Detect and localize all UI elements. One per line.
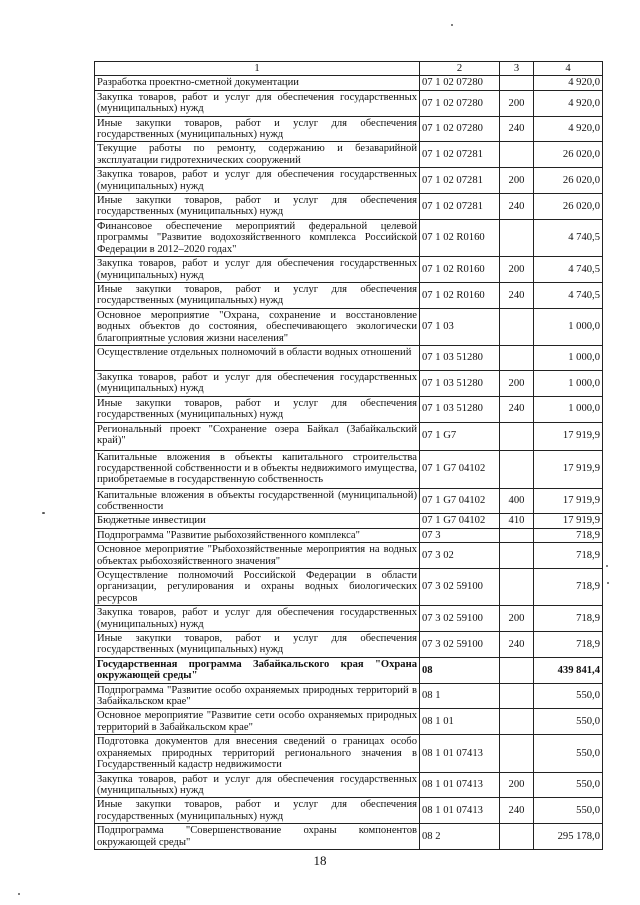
row-expense-type-cell: 200 bbox=[500, 90, 534, 116]
row-expense-type-cell bbox=[500, 683, 534, 709]
row-code-cell: 07 1 03 51280 bbox=[420, 396, 500, 422]
row-name-cell: Закупка товаров, работ и услуг для обеспечения государственных (муниципальных) нужд bbox=[95, 370, 420, 396]
row-code-cell: 07 3 02 bbox=[420, 543, 500, 569]
row-name-cell: Закупка товаров, работ и услуг для обеспечения государственных (муниципальных) нужд bbox=[95, 772, 420, 798]
row-code-cell: 07 1 G7 04102 bbox=[420, 450, 500, 488]
scan-speck bbox=[607, 582, 609, 584]
row-expense-type-cell bbox=[500, 76, 534, 90]
table-row bbox=[95, 543, 603, 569]
row-code-cell: 08 1 bbox=[420, 683, 500, 709]
row-sum-cell: 550,0 bbox=[534, 709, 603, 735]
row-name-cell: Иные закупки товаров, работ и услуг для обеспечения государственных (муниципальных) нужд bbox=[95, 632, 420, 658]
table-row bbox=[95, 308, 603, 345]
row-code-cell: 07 1 03 bbox=[420, 308, 500, 345]
row-sum-cell: 4 740,5 bbox=[534, 257, 603, 283]
row-expense-type-cell bbox=[500, 345, 534, 370]
table-row bbox=[95, 488, 603, 514]
table-row bbox=[95, 606, 603, 632]
row-name-cell: Подпрограмма "Развитие рыбохозяйственного комплекса" bbox=[95, 528, 420, 542]
row-code-cell: 07 1 02 07280 bbox=[420, 76, 500, 90]
row-expense-type-cell: 200 bbox=[500, 168, 534, 194]
table-row bbox=[95, 194, 603, 220]
table-row bbox=[95, 798, 603, 824]
row-code-cell: 08 1 01 07413 bbox=[420, 772, 500, 798]
table-row bbox=[95, 76, 603, 90]
row-code-cell: 07 3 bbox=[420, 528, 500, 542]
row-code-cell: 08 1 01 07413 bbox=[420, 735, 500, 772]
table-row bbox=[95, 709, 603, 735]
table-row bbox=[95, 345, 603, 370]
row-name-cell: Основное мероприятие "Охрана, сохранение и восстановление водных объектов до состояния, обеспечивающего экологически благоприятные условия жизни населения" bbox=[95, 308, 420, 345]
row-sum-cell: 1 000,0 bbox=[534, 396, 603, 422]
row-name-cell: Закупка товаров, работ и услуг для обеспечения государственных (муниципальных) нужд bbox=[95, 168, 420, 194]
scan-speck bbox=[18, 893, 20, 895]
row-name-cell: Осуществление полномочий Российской Федерации в области организации, регулирования и охраны водных биологических ресурсов bbox=[95, 569, 420, 606]
row-sum-cell: 4 920,0 bbox=[534, 90, 603, 116]
row-code-cell: 07 1 03 51280 bbox=[420, 345, 500, 370]
table-row bbox=[95, 450, 603, 488]
row-sum-cell: 17 919,9 bbox=[534, 488, 603, 514]
row-name-cell: Региональный проект "Сохранение озера Байкал (Забайкальский край)" bbox=[95, 422, 420, 450]
row-name-cell: Закупка товаров, работ и услуг для обеспечения государственных (муниципальных) нужд bbox=[95, 90, 420, 116]
table-row bbox=[95, 528, 603, 542]
row-sum-cell: 439 841,4 bbox=[534, 657, 603, 683]
row-name-cell: Иные закупки товаров, работ и услуг для обеспечения государственных (муниципальных) нужд bbox=[95, 282, 420, 308]
row-sum-cell: 718,9 bbox=[534, 569, 603, 606]
row-sum-cell: 718,9 bbox=[534, 606, 603, 632]
row-code-cell: 08 2 bbox=[420, 824, 500, 850]
table-row bbox=[95, 168, 603, 194]
table-row bbox=[95, 569, 603, 606]
row-name-cell: Закупка товаров, работ и услуг для обеспечения государственных (муниципальных) нужд bbox=[95, 606, 420, 632]
row-expense-type-cell: 240 bbox=[500, 396, 534, 422]
row-sum-cell: 17 919,9 bbox=[534, 450, 603, 488]
row-name-cell: Разработка проектно-сметной документации bbox=[95, 76, 420, 90]
table-row bbox=[95, 683, 603, 709]
row-expense-type-cell bbox=[500, 709, 534, 735]
table-row bbox=[95, 396, 603, 422]
row-expense-type-cell: 200 bbox=[500, 257, 534, 283]
row-code-cell: 07 1 02 R0160 bbox=[420, 282, 500, 308]
table-row bbox=[95, 632, 603, 658]
row-sum-cell: 718,9 bbox=[534, 632, 603, 658]
row-sum-cell: 1 000,0 bbox=[534, 370, 603, 396]
row-code-cell: 08 1 01 07413 bbox=[420, 798, 500, 824]
row-name-cell: Бюджетные инвестиции bbox=[95, 514, 420, 528]
row-expense-type-cell: 240 bbox=[500, 116, 534, 142]
row-sum-cell: 4 920,0 bbox=[534, 116, 603, 142]
scan-speck bbox=[451, 24, 453, 26]
row-expense-type-cell bbox=[500, 543, 534, 569]
row-name-cell: Иные закупки товаров, работ и услуг для обеспечения государственных (муниципальных) нужд bbox=[95, 798, 420, 824]
row-name-cell: Иные закупки товаров, работ и услуг для обеспечения государственных (муниципальных) нужд bbox=[95, 396, 420, 422]
row-expense-type-cell: 240 bbox=[500, 282, 534, 308]
row-expense-type-cell bbox=[500, 142, 534, 168]
row-name-cell: Финансовое обеспечение мероприятий федеральной целевой программы "Развитие водохозяйственного комплекса Российской Федерации в 2012–2020 годах" bbox=[95, 219, 420, 256]
row-code-cell: 08 bbox=[420, 657, 500, 683]
row-name-cell: Государственная программа Забайкальского края "Охрана окружающей среды" bbox=[95, 657, 420, 683]
row-sum-cell: 4 740,5 bbox=[534, 282, 603, 308]
row-name-cell: Осуществление отдельных полномочий в области водных отношений bbox=[95, 345, 420, 370]
row-sum-cell: 718,9 bbox=[534, 528, 603, 542]
table-row bbox=[95, 282, 603, 308]
row-code-cell: 07 3 02 59100 bbox=[420, 569, 500, 606]
row-sum-cell: 17 919,9 bbox=[534, 514, 603, 528]
row-name-cell: Подготовка документов для внесения сведений о границах особо охраняемых природных территорий регионального значения в Государственный кадастр недвижимости bbox=[95, 735, 420, 772]
row-code-cell: 07 3 02 59100 bbox=[420, 632, 500, 658]
row-code-cell: 07 1 02 07281 bbox=[420, 194, 500, 220]
row-expense-type-cell bbox=[500, 569, 534, 606]
row-code-cell: 07 1 G7 bbox=[420, 422, 500, 450]
table-row bbox=[95, 657, 603, 683]
row-expense-type-cell bbox=[500, 824, 534, 850]
row-sum-cell: 26 020,0 bbox=[534, 142, 603, 168]
row-expense-type-cell: 200 bbox=[500, 370, 534, 396]
row-name-cell: Текущие работы по ремонту, содержанию и безаварийной эксплуатации гидротехнических сооружений bbox=[95, 142, 420, 168]
row-name-cell: Основное мероприятие "Рыбохозяйственные мероприятия на водных объектах рыбохозяйственного значения" bbox=[95, 543, 420, 569]
row-name-cell: Капитальные вложения в объекты государственной (муниципальной) собственности bbox=[95, 488, 420, 514]
table-row bbox=[95, 824, 603, 850]
row-name-cell: Подпрограмма "Развитие особо охраняемых природных территорий в Забайкальском крае" bbox=[95, 683, 420, 709]
row-code-cell: 07 1 02 R0160 bbox=[420, 219, 500, 256]
table-header-row bbox=[95, 62, 603, 76]
row-sum-cell: 550,0 bbox=[534, 735, 603, 772]
row-code-cell: 07 1 02 07280 bbox=[420, 90, 500, 116]
row-sum-cell: 718,9 bbox=[534, 543, 603, 569]
table-row bbox=[95, 219, 603, 256]
row-code-cell: 07 1 02 07281 bbox=[420, 142, 500, 168]
row-code-cell: 08 1 01 bbox=[420, 709, 500, 735]
page-number: 18 bbox=[313, 853, 327, 868]
column-header-3: 3 bbox=[500, 62, 534, 76]
row-sum-cell: 550,0 bbox=[534, 798, 603, 824]
row-expense-type-cell: 240 bbox=[500, 194, 534, 220]
row-name-cell: Иные закупки товаров, работ и услуг для обеспечения государственных (муниципальных) нужд bbox=[95, 194, 420, 220]
row-sum-cell: 26 020,0 bbox=[534, 194, 603, 220]
table-row bbox=[95, 772, 603, 798]
table-row bbox=[95, 142, 603, 168]
row-sum-cell: 4 920,0 bbox=[534, 76, 603, 90]
row-code-cell: 07 3 02 59100 bbox=[420, 606, 500, 632]
table-row bbox=[95, 116, 603, 142]
column-header-2: 2 bbox=[420, 62, 500, 76]
row-name-cell: Капитальные вложения в объекты капитального строительства государственной собственности и в объекты недвижимого имущества, приобретаемые в государственную собственность bbox=[95, 450, 420, 488]
row-sum-cell: 295 178,0 bbox=[534, 824, 603, 850]
row-expense-type-cell: 200 bbox=[500, 772, 534, 798]
row-expense-type-cell bbox=[500, 657, 534, 683]
budget-table bbox=[94, 61, 603, 850]
table-row bbox=[95, 257, 603, 283]
scan-speck bbox=[42, 512, 45, 514]
row-expense-type-cell: 240 bbox=[500, 798, 534, 824]
row-expense-type-cell bbox=[500, 528, 534, 542]
row-code-cell: 07 1 02 07280 bbox=[420, 116, 500, 142]
row-name-cell: Иные закупки товаров, работ и услуг для обеспечения государственных (муниципальных) нужд bbox=[95, 116, 420, 142]
row-expense-type-cell bbox=[500, 219, 534, 256]
row-name-cell: Закупка товаров, работ и услуг для обеспечения государственных (муниципальных) нужд bbox=[95, 257, 420, 283]
row-expense-type-cell: 200 bbox=[500, 606, 534, 632]
row-code-cell: 07 1 G7 04102 bbox=[420, 514, 500, 528]
table-row bbox=[95, 90, 603, 116]
row-expense-type-cell: 240 bbox=[500, 632, 534, 658]
row-code-cell: 07 1 02 R0160 bbox=[420, 257, 500, 283]
column-header-4: 4 bbox=[534, 62, 603, 76]
table-row bbox=[95, 735, 603, 772]
column-header-1: 1 bbox=[95, 62, 420, 76]
row-expense-type-cell bbox=[500, 422, 534, 450]
table-row bbox=[95, 422, 603, 450]
row-expense-type-cell bbox=[500, 735, 534, 772]
row-sum-cell: 1 000,0 bbox=[534, 308, 603, 345]
row-sum-cell: 4 740,5 bbox=[534, 219, 603, 256]
row-name-cell: Подпрограмма "Совершенствование охраны компонентов окружающей среды" bbox=[95, 824, 420, 850]
row-name-cell: Основное мероприятие "Развитие сети особо охраняемых природных территорий в Забайкальском крае" bbox=[95, 709, 420, 735]
row-code-cell: 07 1 02 07281 bbox=[420, 168, 500, 194]
row-code-cell: 07 1 03 51280 bbox=[420, 370, 500, 396]
row-sum-cell: 550,0 bbox=[534, 772, 603, 798]
row-sum-cell: 1 000,0 bbox=[534, 345, 603, 370]
row-sum-cell: 26 020,0 bbox=[534, 168, 603, 194]
row-expense-type-cell: 410 bbox=[500, 514, 534, 528]
row-expense-type-cell: 400 bbox=[500, 488, 534, 514]
row-sum-cell: 17 919,9 bbox=[534, 422, 603, 450]
table-row bbox=[95, 514, 603, 528]
row-expense-type-cell bbox=[500, 450, 534, 488]
row-expense-type-cell bbox=[500, 308, 534, 345]
table-row bbox=[95, 370, 603, 396]
scan-speck bbox=[606, 565, 608, 567]
row-code-cell: 07 1 G7 04102 bbox=[420, 488, 500, 514]
row-sum-cell: 550,0 bbox=[534, 683, 603, 709]
